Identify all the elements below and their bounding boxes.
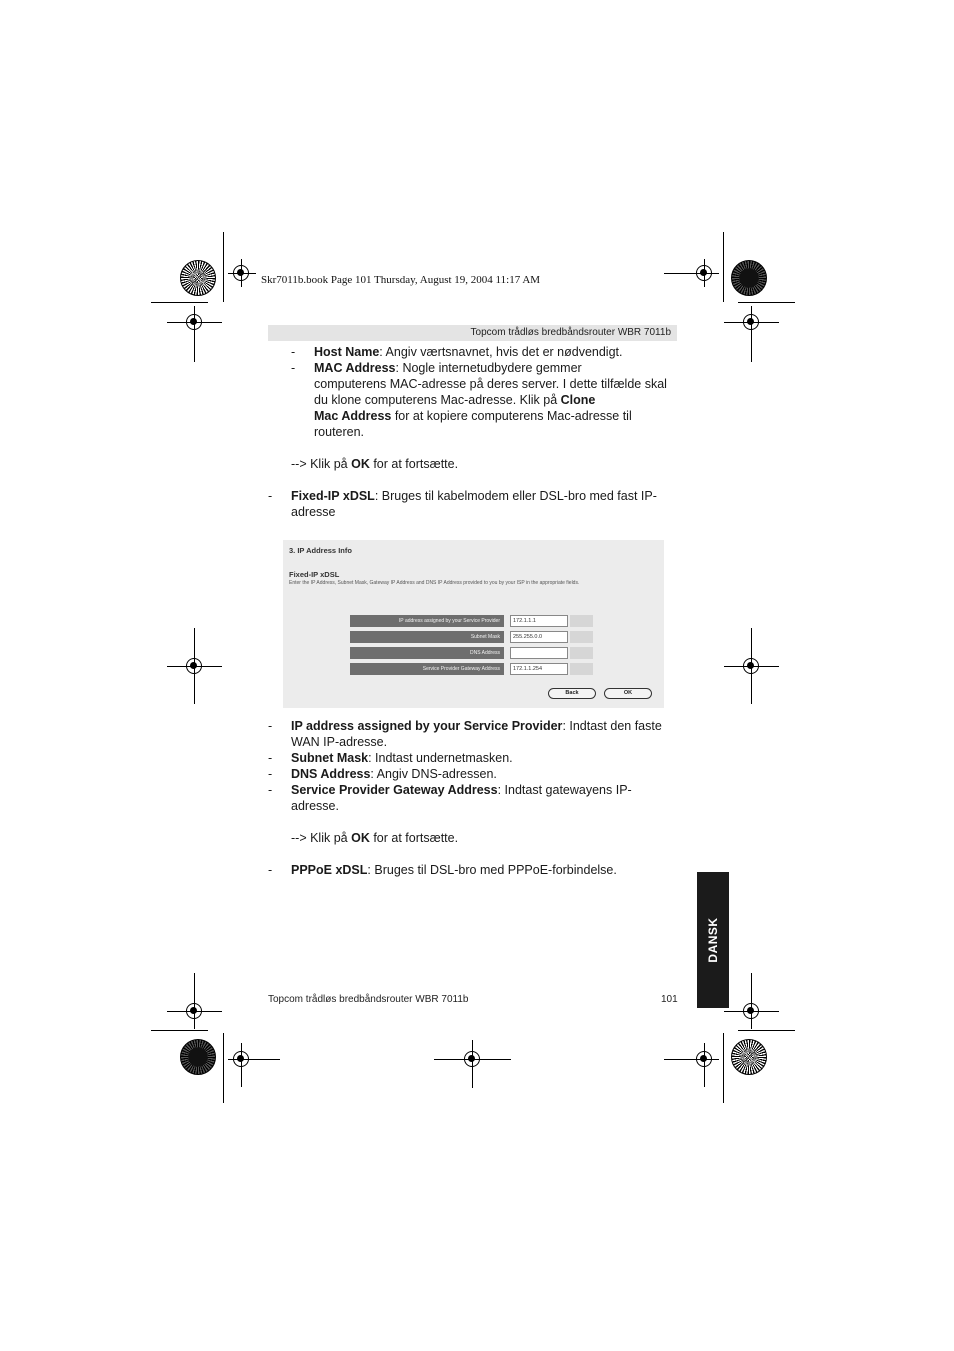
crop-mark [151, 302, 208, 303]
clone-label: Clone [560, 393, 596, 407]
mac-address-text-line [314, 408, 632, 424]
click-ok-suffix: for at fortsætte. [369, 831, 459, 845]
registration-target-icon [233, 1051, 249, 1067]
ip-address-text-line: WAN IP-adresse. [291, 735, 388, 749]
host-name-item [314, 344, 622, 360]
ip-address-input[interactable]: 172.1.1.1 [510, 615, 568, 627]
gateway-address-label: Service Provider Gateway Address [291, 783, 498, 797]
gateway-address-item [291, 782, 632, 798]
crop-mark [723, 232, 724, 302]
bullet-dash: - [268, 767, 273, 781]
field-row-subnet-mask [350, 631, 593, 643]
field-spacer [570, 663, 593, 675]
registration-target-icon [743, 314, 759, 330]
ip-address-label: IP address assigned by your Service Provider [291, 719, 563, 733]
screenshot-title: 3. IP Address Info [289, 546, 352, 555]
star-target-icon [731, 260, 767, 296]
language-side-tab [697, 872, 729, 1008]
subnet-mask-item [291, 750, 513, 766]
field-row-gateway-address [350, 663, 593, 675]
click-ok-prefix: --> Klik på [291, 457, 352, 471]
side-tab-label: DANSK [706, 917, 720, 963]
crop-mark [223, 232, 224, 302]
crop-mark [151, 1030, 208, 1031]
registration-target-icon [696, 1051, 712, 1067]
header-title: Topcom trådløs bredbåndsrouter WBR 7011b [470, 327, 671, 338]
bullet-dash: - [268, 719, 273, 733]
ip-address-item [291, 718, 662, 734]
field-spacer [570, 647, 593, 659]
registration-target-icon [186, 1003, 202, 1019]
mac-address-item [314, 360, 582, 376]
registration-target-icon [696, 265, 712, 281]
book-info-line: Skr7011b.book Page 101 Thursday, August 19, 2004 11:17 AM [261, 274, 541, 286]
subnet-mask-text: : Indtast undernetmasken. [368, 751, 513, 765]
screenshot-subtitle: Fixed-IP xDSL [289, 570, 340, 579]
field-row-dns-address [350, 647, 593, 659]
mac-address-text-line: routeren. [314, 425, 365, 439]
registration-target-icon [743, 658, 759, 674]
fixed-ip-text: : Bruges til kabelmodem eller DSL-bro med fast IP- [374, 489, 657, 503]
gateway-address-text: : Indtast gatewayens IP- [497, 783, 632, 797]
field-row-ip-address [350, 615, 593, 627]
field-label: DNS Address [350, 647, 504, 659]
bullet-dash: - [291, 345, 296, 359]
mac-address-text-line: computerens MAC-adresse på deres server. I dette tilfælde skal [314, 377, 667, 391]
bullet-dash: - [268, 783, 273, 797]
dns-address-label: DNS Address [291, 767, 371, 781]
field-spacer [570, 615, 593, 627]
crop-mark [723, 1033, 724, 1103]
host-name-text: : Angiv værtsnavnet, hvis det er nødvendigt. [379, 345, 623, 359]
mac-address-text-line [314, 392, 595, 408]
dns-address-input[interactable] [510, 647, 568, 659]
subnet-mask-label: Subnet Mask [291, 751, 369, 765]
gateway-address-text-line: adresse. [291, 799, 339, 813]
page-header [268, 325, 677, 341]
click-ok-prefix: --> Klik på [291, 831, 352, 845]
registration-target-icon [186, 314, 202, 330]
ip-address-text: : Indtast den faste [562, 719, 662, 733]
mac-address-text: for at kopiere computerens Mac-adresse til [391, 409, 632, 423]
star-target-icon [180, 260, 216, 296]
crop-mark [738, 302, 795, 303]
bullet-dash: - [291, 361, 296, 375]
ok-button[interactable]: OK [604, 688, 652, 699]
back-button[interactable]: Back [548, 688, 596, 699]
field-spacer [570, 631, 593, 643]
subnet-mask-input[interactable]: 255.255.0.0 [510, 631, 568, 643]
page-number: 101 [661, 994, 678, 1005]
crop-mark [738, 1030, 795, 1031]
field-label: Service Provider Gateway Address [350, 663, 504, 675]
star-target-icon [180, 1039, 216, 1075]
field-label: IP address assigned by your Service Provider [350, 615, 504, 627]
bullet-dash: - [268, 863, 273, 877]
host-name-label: Host Name [314, 345, 380, 359]
bullet-dash: - [268, 489, 273, 503]
registration-target-icon [743, 1003, 759, 1019]
ip-address-info-screenshot [283, 540, 664, 708]
dns-address-item [291, 766, 497, 782]
pppoe-label: PPPoE xDSL [291, 863, 368, 877]
pppoe-text: : Bruges til DSL-bro med PPPoE-forbindelse. [367, 863, 617, 877]
ok-bold: OK [351, 831, 370, 845]
star-target-icon [731, 1039, 767, 1075]
mac-address-text: : Nogle internetudbydere gemmer [395, 361, 582, 375]
footer-title: Topcom trådløs bredbåndsrouter WBR 7011b [268, 994, 469, 1005]
registration-target-icon [464, 1051, 480, 1067]
fixed-ip-text-line: adresse [291, 505, 336, 519]
registration-line [751, 973, 752, 1029]
dns-address-text: : Angiv DNS-adressen. [370, 767, 497, 781]
mac-address-label: MAC Address [314, 361, 396, 375]
mac-address-text: du klone computerens Mac-adresse. Klik på [314, 393, 561, 407]
click-ok-suffix: for at fortsætte. [369, 457, 459, 471]
gateway-address-input[interactable]: 172.1.1.254 [510, 663, 568, 675]
mac-address-bold: Mac Address [314, 409, 392, 423]
click-ok-instruction [291, 830, 458, 846]
screenshot-description: Enter the IP Address, Subnet Mask, Gateway IP Address and DNS IP Address provided to you by your ISP in the appropriate fields. [289, 580, 580, 586]
crop-mark [223, 1033, 224, 1103]
pppoe-item [291, 862, 617, 878]
fixed-ip-item [291, 488, 657, 504]
registration-line [194, 973, 195, 1029]
registration-target-icon [233, 265, 249, 281]
bullet-dash: - [268, 751, 273, 765]
registration-target-icon [186, 658, 202, 674]
field-label: Subnet Mask [350, 631, 504, 643]
ok-bold: OK [351, 457, 370, 471]
fixed-ip-label: Fixed-IP xDSL [291, 489, 375, 503]
click-ok-instruction [291, 456, 458, 472]
